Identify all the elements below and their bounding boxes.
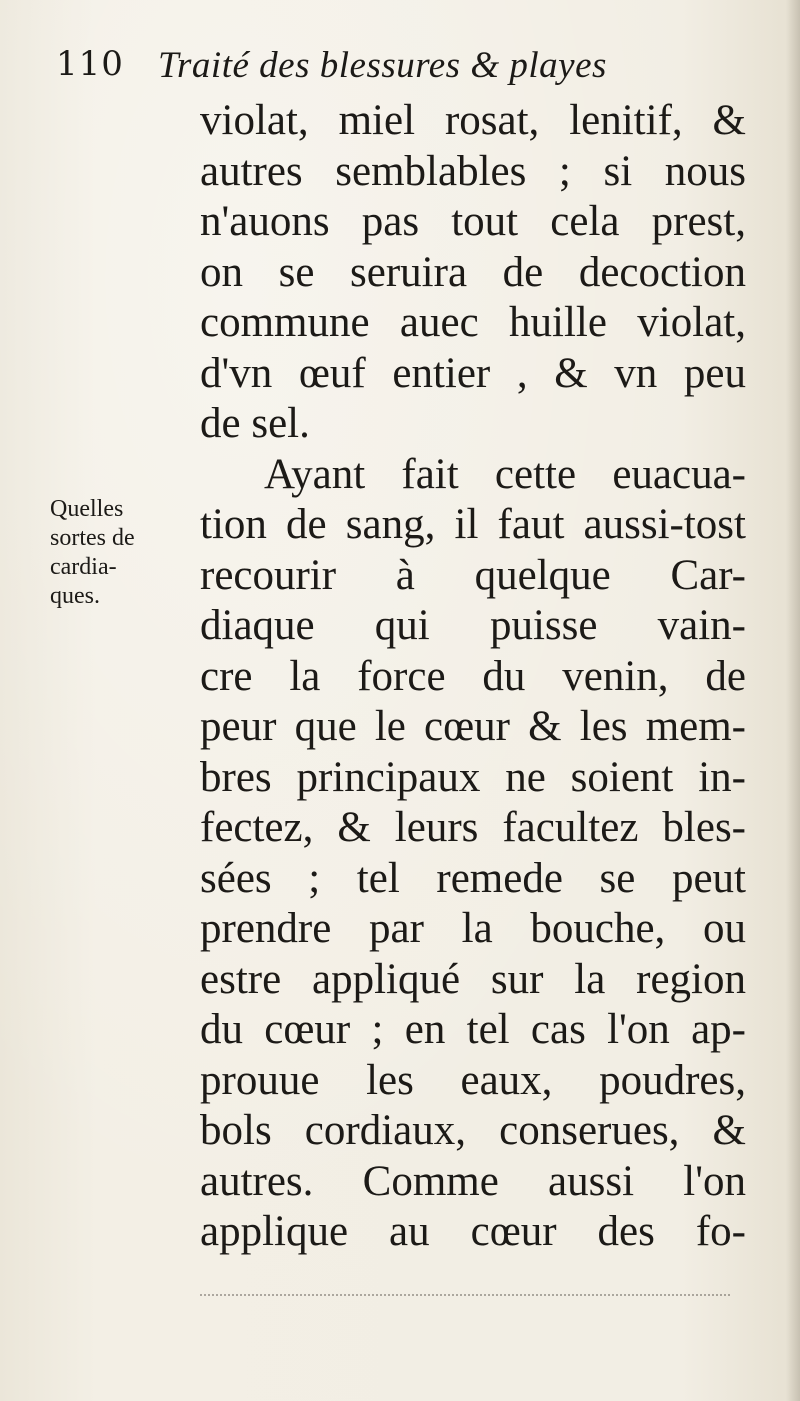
- margin-note-line: ques.: [50, 583, 100, 609]
- text-line: diaque qui puisse vain-: [200, 602, 746, 649]
- text-line: peur que le cœur & les mem-: [200, 703, 746, 750]
- text-line: prouue les eaux, poudres,: [200, 1056, 746, 1104]
- text-line: autres. Comme aussi l'on: [200, 1157, 746, 1205]
- text-line: du cœur ; en tel cas l'on ap-: [200, 1006, 746, 1053]
- text-line: estre appliqué sur la region: [200, 955, 746, 1003]
- text-line: fectez, & leurs facultez bles-: [200, 804, 746, 851]
- running-title: Traité des blessures & playes: [158, 45, 607, 86]
- body-text: [200, 96, 746, 1258]
- text-line: recourir à quelque Car-: [200, 551, 746, 599]
- text-line: cre la force du venin, de: [200, 652, 746, 700]
- margin-note-line: cardia-: [50, 554, 117, 580]
- text-line: prendre par la bouche, ou: [200, 905, 746, 952]
- text-line: n'auons pas tout cela prest,: [200, 198, 746, 245]
- text-line: sées ; tel remede se peut: [200, 854, 746, 902]
- page-number: 110: [56, 44, 124, 84]
- text-line: de sel.: [200, 400, 310, 447]
- text-line: applique au cœur des fo-: [200, 1208, 746, 1255]
- text-line: Ayant fait cette euacua-: [264, 450, 746, 498]
- text-line: bols cordiaux, conserues, &: [200, 1107, 746, 1154]
- text-line: d'vn œuf entier , & vn peu: [200, 349, 746, 397]
- text-line: tion de sang, il faut aussi-tost: [200, 501, 746, 548]
- text-line: violat, miel rosat, lenitif, &: [200, 97, 746, 144]
- text-line: on se seruira de decoction: [200, 248, 746, 296]
- margin-note-line: sortes de: [50, 525, 135, 551]
- bottom-rule: [200, 1294, 730, 1298]
- page-header: [56, 38, 756, 98]
- text-line: commune auec huille violat,: [200, 299, 746, 346]
- page-gutter-shadow: [786, 0, 800, 1401]
- margin-note: [50, 495, 190, 611]
- text-line: autres semblables ; si nous: [200, 147, 746, 195]
- text-line: bres principaux ne soient in-: [200, 753, 746, 801]
- margin-note-line: Quelles: [50, 496, 124, 522]
